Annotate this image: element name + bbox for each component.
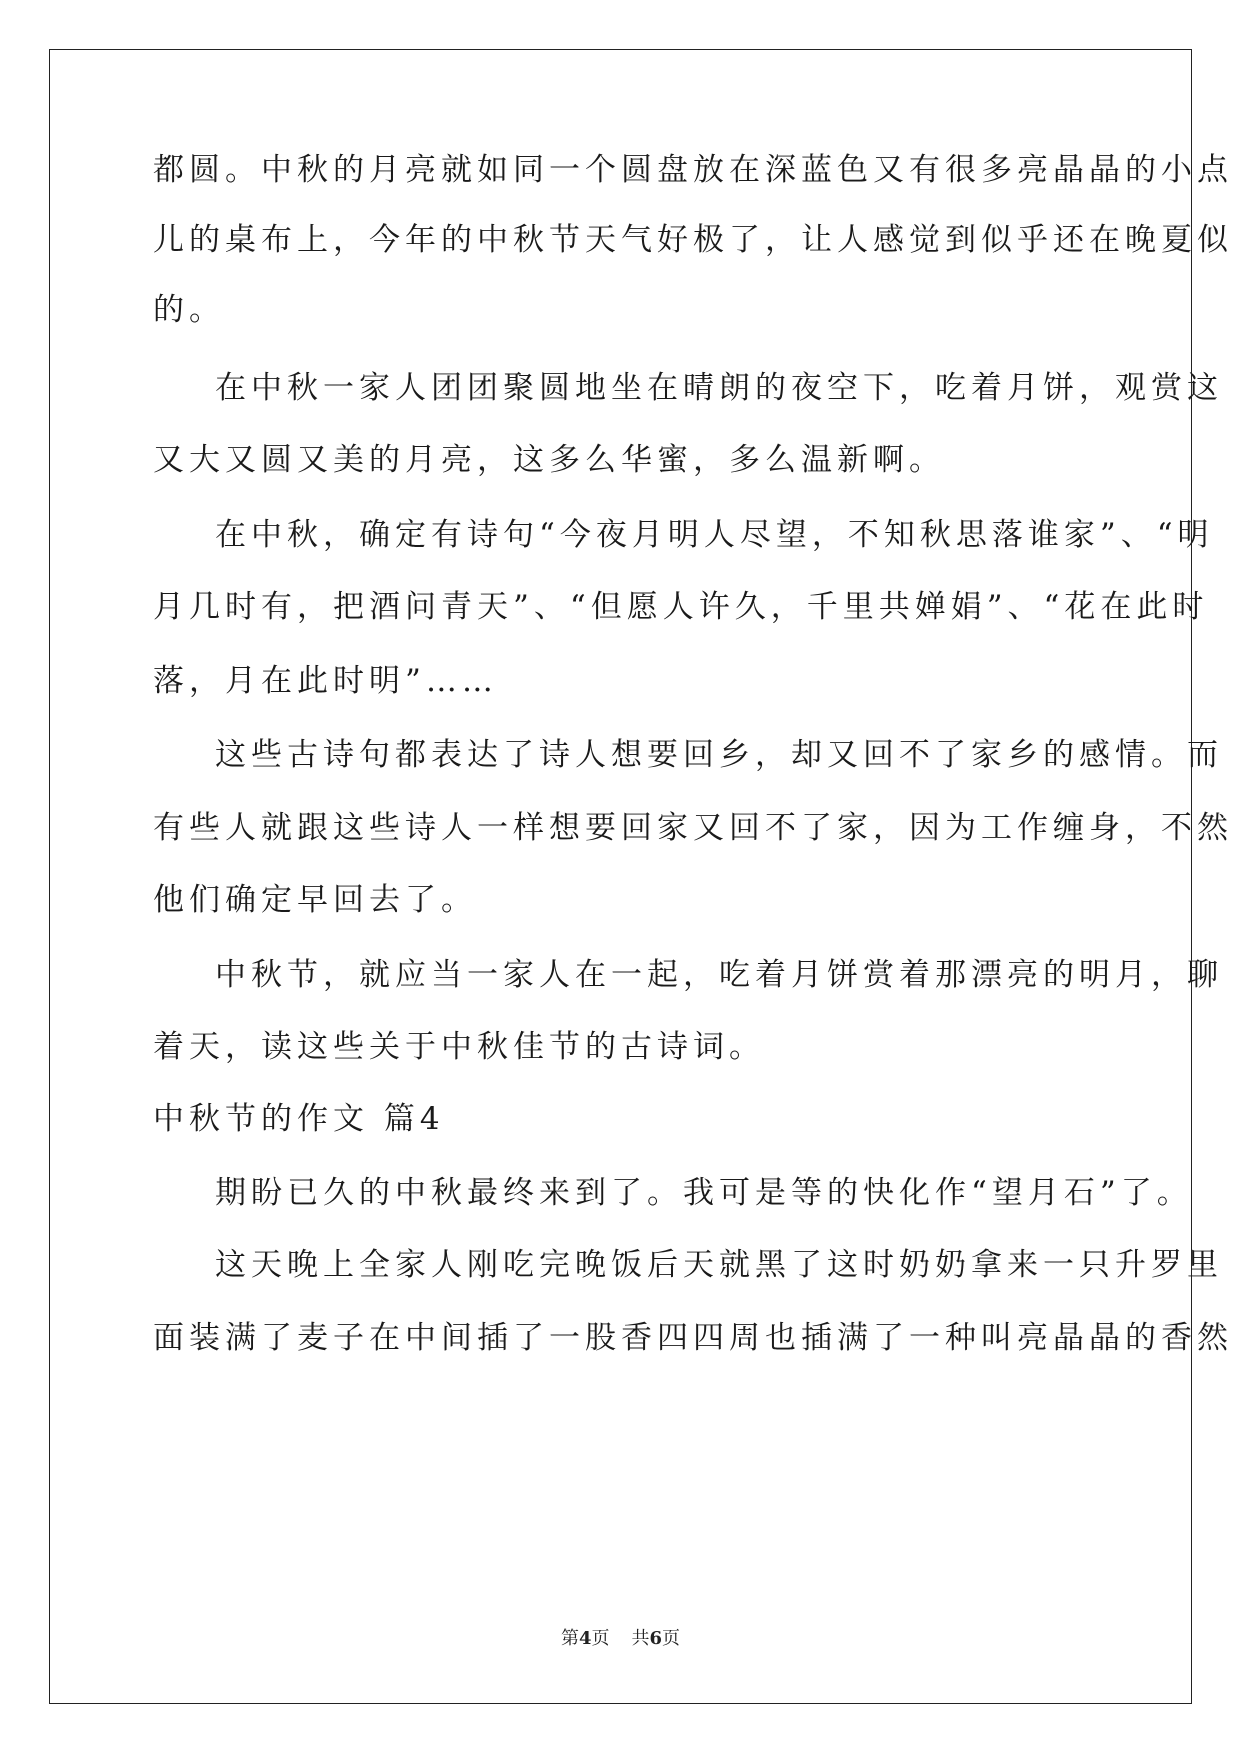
paragraph-line: 的。: [153, 292, 225, 328]
page-unit: 页: [591, 1628, 610, 1649]
paragraph-line: 中秋节，就应当一家人在一起，吃着月饼赏着那漂亮的明月，聊: [215, 957, 1223, 993]
paragraph-line: 在中秋一家人团团聚圆地坐在晴朗的夜空下，吃着月饼，观赏这: [215, 370, 1223, 406]
paragraph-line: 在中秋，确定有诗句“今夜月明人尽望，不知秋思落谁家”、“明: [215, 517, 1214, 553]
page-number-footer: [0, 1627, 1241, 1651]
paragraph-line: 这天晚上全家人刚吃完晚饭后天就黑了这时奶奶拿来一只升罗里: [215, 1247, 1223, 1283]
paragraph-line: 这些古诗句都表达了诗人想要回乡，却又回不了家乡的感情。而: [215, 737, 1223, 773]
paragraph-line: 面装满了麦子在中间插了一股香四四周也插满了一种叫亮晶晶的香然: [153, 1320, 1233, 1356]
paragraph-line: 儿的桌布上，今年的中秋节天气好极了，让人感觉到似乎还在晚夏似: [153, 222, 1233, 258]
total-prefix: 共: [631, 1628, 650, 1649]
section-heading: 中秋节的作文 篇4: [153, 1101, 445, 1137]
paragraph-line: 又大又圆又美的月亮，这多么华蜜，多么温新啊。: [153, 442, 945, 478]
paragraph-line: 落，月在此时明”……: [153, 663, 498, 699]
total-pages-number: 6: [649, 1628, 663, 1649]
paragraph-line: 着天，读这些关于中秋佳节的古诗词。: [153, 1029, 765, 1065]
paragraph-line: 期盼已久的中秋最终来到了。我可是等的快化作“望月石”了。: [215, 1175, 1193, 1211]
current-page-number: 4: [578, 1628, 592, 1649]
paragraph-line: 有些人就跟这些诗人一样想要回家又回不了家，因为工作缠身，不然: [153, 810, 1233, 846]
page-prefix: 第: [560, 1628, 579, 1649]
paragraph-line: 月几时有，把酒问青天”、“但愿人许久，千里共婵娟”、“花在此时: [153, 589, 1209, 625]
paragraph-line: 他们确定早回去了。: [153, 882, 477, 918]
paragraph-line: 都圆。中秋的月亮就如同一个圆盘放在深蓝色又有很多亮晶晶的小点: [153, 152, 1233, 188]
total-unit: 页: [662, 1628, 681, 1649]
